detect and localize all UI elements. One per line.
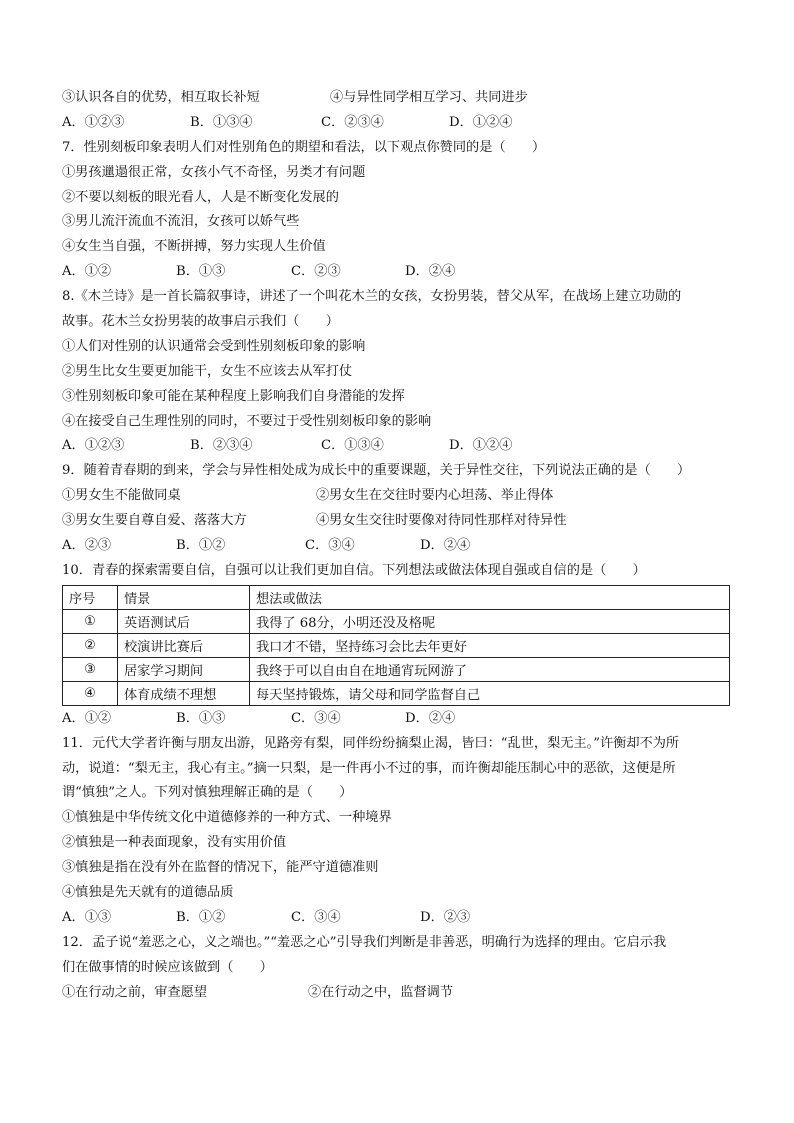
q10-option-b[interactable]: B．①③ (176, 710, 226, 726)
q8-item: ③性别刻板印象可能在某种程度上影响我们自身潜能的发挥 (62, 388, 405, 404)
row-thought: 每天坚持锻炼，请父母和同学监督自己 (250, 681, 730, 705)
table-header-row (63, 585, 730, 609)
q7-item: ②不要以刻板的眼光看人，人是不断变化发展的 (62, 189, 339, 205)
q6-option-d[interactable]: D．①②④ (449, 114, 513, 130)
q12-statement-1: ①在行动之前，审查愿望 (62, 984, 208, 1000)
q7-option-a[interactable]: A．①② (62, 264, 112, 280)
q7-stem: 7．性别刻板印象表明人们对性别角色的期望和看法，以下观点你赞同的是（ ） (62, 139, 546, 155)
q10-option-a[interactable]: A．①② (62, 710, 112, 726)
q11-option-c[interactable]: C．③④ (291, 909, 341, 925)
q12-stem-line1: 12．孟子说“羞恶之心，义之端也。”“羞恶之心”引导我们判断是非善恶，明确行为选择的理由。它启示我 (62, 934, 667, 950)
q11-item: ①慎独是中华传统文化中道德修养的一种方式、一种境界 (62, 810, 392, 826)
q6-option-a[interactable]: A．①②③ (62, 114, 125, 130)
row-number: ④ (63, 681, 118, 705)
q6-option-c[interactable]: C．②③④ (321, 114, 384, 130)
q8-item: ②男生比女生要更加能干，女生不应该去从军打仗 (62, 363, 353, 379)
q11-option-d[interactable]: D．②③ (420, 909, 471, 925)
q11-item: ③慎独是指在没有外在监督的情况下，能严守道德准则 (62, 860, 379, 876)
q9-option-d[interactable]: D．②④ (420, 538, 471, 554)
q8-item: ④在接受自己生理性别的同时，不要过于受性别刻板印象的影响 (62, 413, 432, 429)
header-thought: 想法或做法 (250, 585, 730, 609)
q10-option-d[interactable]: D．②④ (405, 710, 456, 726)
q10-options (62, 707, 734, 732)
q11-options (62, 906, 734, 931)
q9-statement-2: ②男女生在交往时要内心坦荡、举止得体 (316, 488, 554, 504)
q12-stem-line2: 们在做事情的时候应该做到（ ） (62, 959, 273, 975)
row-number: ③ (63, 657, 118, 681)
table-row (63, 633, 730, 657)
q10-option-c[interactable]: C．③④ (291, 710, 341, 726)
q11-item: ②慎独是一种表面现象，没有实用价值 (62, 835, 287, 851)
q8-option-b[interactable]: B．②③④ (190, 438, 253, 454)
q12-statement-2: ②在行动之中，监督调节 (308, 984, 454, 1000)
row-number: ① (63, 609, 118, 633)
q6-statement-3: ③认识各自的优势，相互取长补短 (62, 90, 260, 105)
table-row (63, 657, 730, 681)
q7-item: ③男儿流汗流血不流泪，女孩可以娇气些 (62, 214, 300, 230)
row-thought: 我口才不错，坚持练习会比去年更好 (250, 633, 730, 657)
row-scenario: 居家学习期间 (118, 657, 250, 681)
q9-option-c[interactable]: C．③④ (305, 538, 355, 554)
q11-option-a[interactable]: A．①③ (62, 909, 112, 925)
q9-statements-row-2 (62, 509, 734, 534)
q9-statement-4: ④男女生交往时要像对待同性那样对待异性 (316, 513, 567, 529)
q11-stem-line3: 谓“慎独”之人。下列对慎独理解正确的是（ ） (62, 785, 353, 801)
q11-stem-line1: 11．元代大学者许衡与朋友出游，见路旁有梨，同伴纷纷摘梨止渴，皆曰：“乱世，梨无主。”许衡却不为所 (62, 735, 680, 751)
q11-item: ④慎独是先天就有的道德品质 (62, 885, 234, 901)
row-scenario: 英语测试后 (118, 609, 250, 633)
q9-statements-row-1 (62, 484, 734, 509)
row-thought: 我得了 68分，小明还没及格呢 (250, 609, 730, 633)
row-scenario: 校演讲比赛后 (118, 633, 250, 657)
row-number: ② (63, 633, 118, 657)
q10-scenario-table (62, 585, 730, 706)
q7-options (62, 260, 734, 285)
q9-option-b[interactable]: B．①② (176, 538, 226, 554)
q8-item: ①人们对性别的认识通常会受到性别刻板印象的影响 (62, 338, 366, 354)
q9-stem: 9．随着青春期的到来，学会与异性相处成为成长中的重要课题，关于异性交往，下列说法正确的是（ ） (62, 463, 691, 479)
header-number: 序号 (63, 585, 118, 609)
exam-page (62, 86, 734, 1006)
q7-option-c[interactable]: C．②③ (291, 264, 341, 280)
q6-statement-4: ④与异性同学相互学习、共同进步 (330, 90, 528, 105)
q8-option-a[interactable]: A．①②③ (62, 438, 125, 454)
header-scenario: 情景 (118, 585, 250, 609)
table-row (63, 609, 730, 633)
row-scenario: 体育成绩不理想 (118, 681, 250, 705)
q6-statements-row (62, 86, 734, 111)
q9-options (62, 534, 734, 559)
row-thought: 我终于可以自由自在地通宵玩网游了 (250, 657, 730, 681)
table-row (63, 681, 730, 705)
q12-statements-row (62, 981, 734, 1006)
q7-item: ④女生当自强，不断拼搏，努力实现人生价值 (62, 239, 326, 255)
q8-option-c[interactable]: C．①③④ (321, 438, 384, 454)
q8-options (62, 434, 734, 459)
q10-stem: 10．青春的探索需要自信，自强可以让我们更加自信。下列想法或做法体现自强或自信的是（ ） (62, 562, 646, 578)
q6-options (62, 111, 734, 136)
q7-item: ①男孩邋遢很正常，女孩小气不奇怪，另类才有问题 (62, 164, 366, 180)
q6-option-b[interactable]: B．①③④ (190, 114, 253, 130)
q9-statement-3: ③男女生要自尊自爱、落落大方 (62, 513, 247, 529)
q8-stem-line1: 8.《木兰诗》是一首长篇叙事诗，讲述了一个叫花木兰的女孩，女扮男装，替父从军，在战场上建立功勋的 (62, 289, 682, 305)
q7-option-b[interactable]: B．①③ (176, 264, 226, 280)
q11-stem-line2: 动，说道：“梨无主，我心有主。”摘一只梨，是一件再小不过的事，而许衡却能压制心中的恶欲，这便是所 (62, 760, 676, 776)
q11-option-b[interactable]: B．①② (176, 909, 226, 925)
q9-statement-1: ①男女生不能做同桌 (62, 488, 181, 504)
q7-option-d[interactable]: D．②④ (405, 264, 456, 280)
q8-option-d[interactable]: D．①②④ (449, 438, 513, 454)
q8-stem-line2: 故事。花木兰女扮男装的故事启示我们（ ） (62, 314, 339, 330)
q9-option-a[interactable]: A．②③ (62, 538, 112, 554)
